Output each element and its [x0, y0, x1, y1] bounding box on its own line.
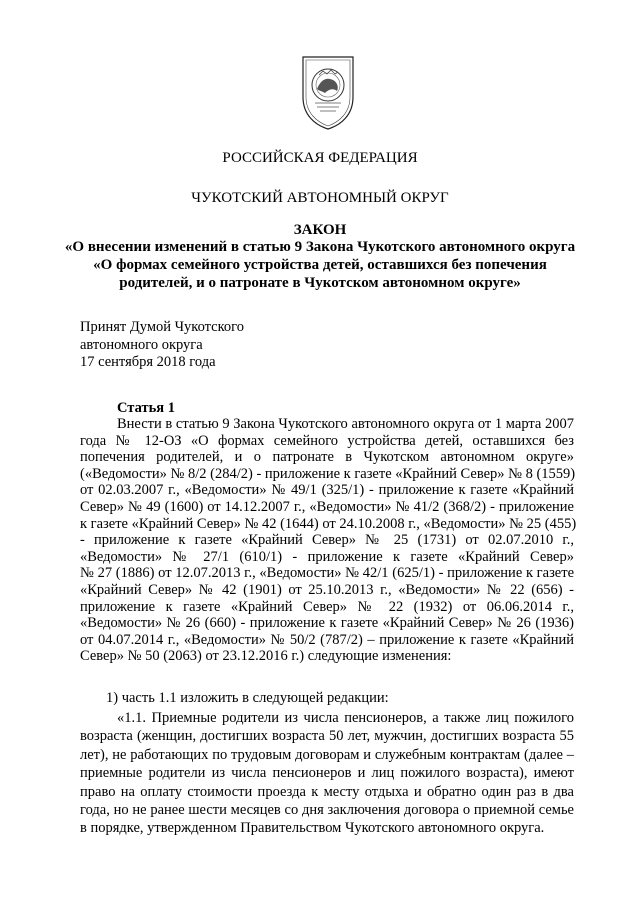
paragraph-line: в порядке, утвержденном Правительством Чукотского автономного округа.	[80, 820, 545, 837]
paragraph-line: года, но не ранее шести месяцев со дня заключения договора о приемной семье	[80, 801, 574, 818]
paragraph-line: Внести в статью 9 Закона Чукотского автономного округа от 1 марта 2007	[117, 416, 574, 432]
paragraph-line: Север» № 49 (1600) от 14.12.2007 г., «Ведомости» № 41/2 (368/2) - приложение	[80, 498, 574, 515]
list-item-heading: 1) часть 1.1 изложить в следующей редакции:	[106, 690, 389, 706]
law-type: ЗАКОН	[293, 222, 347, 238]
paragraph-line: «Ведомости» № 26 (660) - приложение к газете «Крайний Север» № 26 (1936)	[80, 615, 574, 632]
paragraph-line: года № 12-ОЗ «О формах семейного устройства детей, оставшихся без	[80, 432, 574, 449]
paragraph-line: приложение к газете «Крайний Север» № 22 (1932) от 06.06.2014 г.,	[80, 598, 574, 615]
law-subject-line: «О внесении изменений в статью 9 Закона Чукотского автономного округа	[64, 239, 576, 255]
paragraph-line: № 27 (1886) от 12.07.2013 г., «Ведомости» № 42/1 (625/1) - приложение к газете	[80, 565, 574, 582]
region-name: ЧУКОТСКИЙ АВТОНОМНЫЙ ОКРУГ	[191, 190, 449, 206]
coat-of-arms-icon	[297, 53, 359, 131]
paragraph-line: попечения родителей, и о патронате в Чукотском автономном округе»	[80, 449, 574, 466]
adoption-block	[80, 319, 244, 372]
article-paragraph	[80, 416, 577, 665]
law-subject	[0, 238, 640, 292]
paragraph-line: право на оплату стоимости проезда к месту отдыха и обратно один раз в два	[80, 783, 574, 800]
country-name: РОССИЙСКАЯ ФЕДЕРАЦИЯ	[222, 150, 418, 166]
paragraph-line: Север» № 50 (2063) от 23.12.2016 г.) следующие изменения:	[80, 648, 452, 665]
law-subject-line: родителей, и о патронате в Чукотском автономном округе»	[119, 275, 521, 291]
adoption-line: автономного округа	[80, 336, 203, 353]
adoption-date: 17 сентября 2018 года	[80, 354, 216, 370]
paragraph-line: «1.1. Приемные родители из числа пенсионеров, а также лиц пожилого	[117, 710, 574, 726]
law-subject-line: «О формах семейного устройства детей, оставшихся без попечения	[93, 257, 547, 273]
paragraph-line: к газете «Крайний Север» № 42 (1644) от 24.10.2008 г., «Ведомости» № 25 (455)	[80, 515, 577, 532]
paragraph-line: от 04.07.2014 г., «Ведомости» № 50/2 (787/2) – приложение к газете «Крайний	[80, 631, 574, 648]
paragraph-line: от 02.03.2007 г., «Ведомости» № 49/1 (325/1) - приложение к газете «Крайний	[80, 482, 574, 499]
paragraph-line: «Крайний Север» № 42 (1901) от 25.10.2013 г., «Ведомости» № 22 (656) -	[80, 581, 574, 598]
list-item-paragraph	[80, 709, 574, 838]
adoption-line: Принят Думой Чукотского	[80, 319, 245, 335]
paragraph-line: - приложение к газете «Крайний Север» № 25 (1731) от 02.07.2010 г.,	[80, 532, 574, 549]
paragraph-line: лет), не работающих по трудовым договорам и служебным контрактам (далее –	[80, 746, 574, 763]
article-heading: Статья 1	[117, 400, 175, 416]
paragraph-line: «Ведомости» № 27/1 (610/1) - приложение к газете «Крайний Север»	[80, 548, 574, 565]
paragraph-line: возраста (женщин, достигших возраста 50 лет, мужчин, достигших возраста 55	[80, 728, 574, 745]
paragraph-line: приемные родители из числа пенсионеров и лиц пожилого возраста), имеют	[80, 765, 574, 782]
paragraph-line: («Ведомости» № 8/2 (284/2) - приложение к газете «Крайний Север» № 8 (1559)	[80, 465, 576, 482]
